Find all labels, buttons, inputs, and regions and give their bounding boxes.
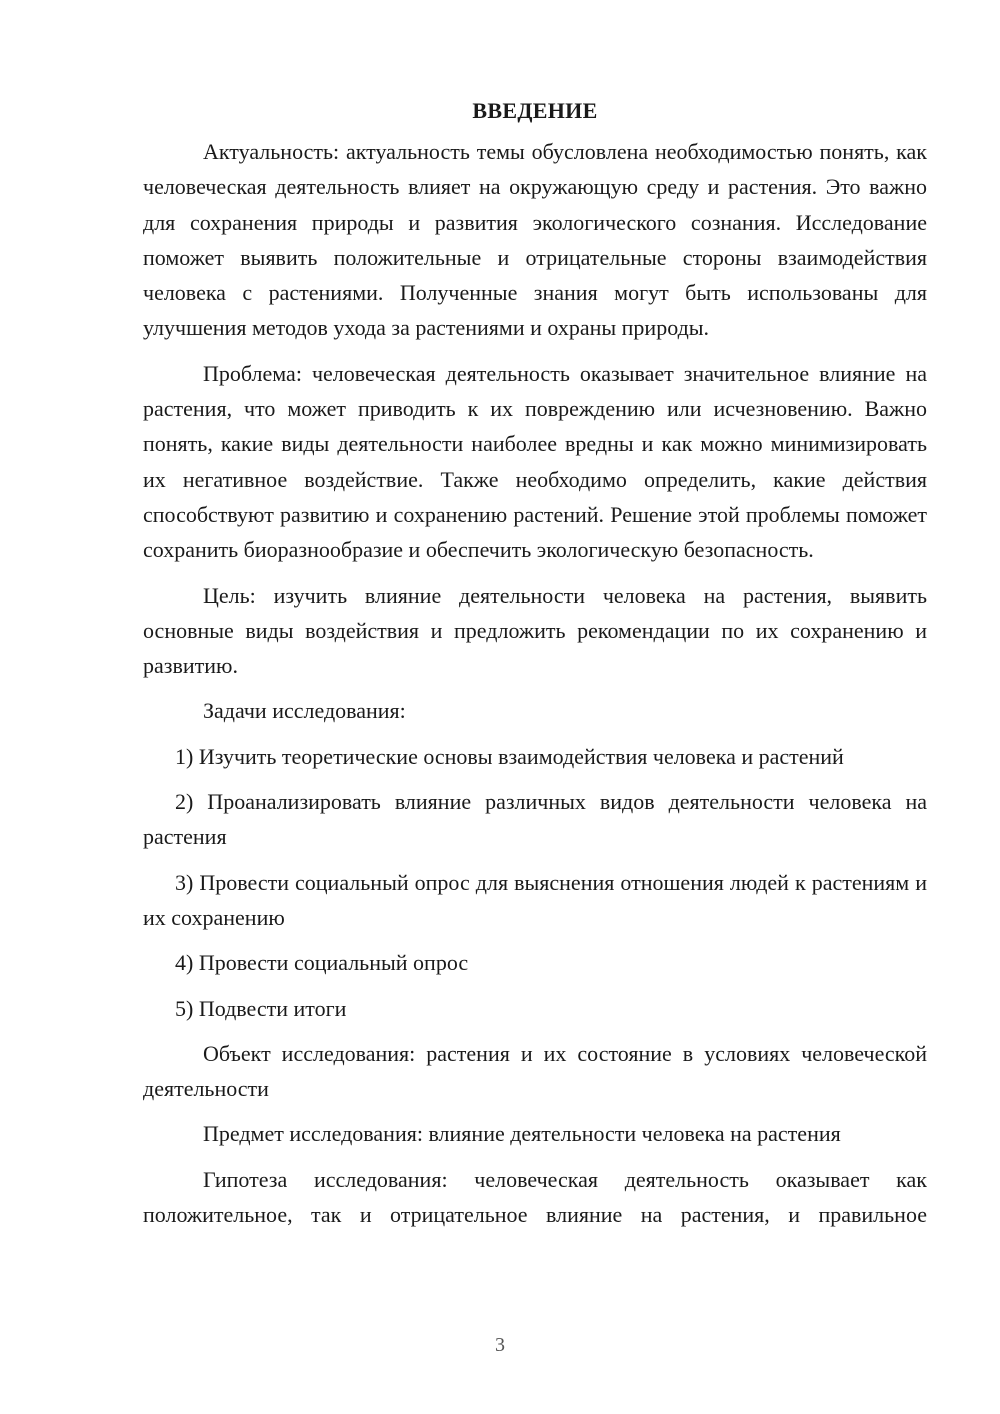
- list-item: 3) Провести социальный опрос для выяснения отношения людей к растениям и их сохранению: [143, 869, 927, 930]
- section-title: ВВЕДЕНИЕ: [472, 98, 598, 123]
- tasks-heading: Задачи исследования:: [203, 698, 406, 724]
- document-page: [143, 96, 927, 1242]
- paragraph-goal: Цель: изучить влияние деятельности человека на растения, выявить основные виды воздействия и предложить рекомендации по их сохранению и развитию.: [143, 582, 927, 679]
- list-item: 1) Изучить теоретические основы взаимодействия человека и растений: [175, 743, 844, 769]
- page-number: 3: [495, 1334, 505, 1356]
- paragraph-object: Объект исследования: растения и их состояние в условиях человеческой деятельности: [143, 1040, 927, 1102]
- paragraph-subject: Предмет исследования: влияние деятельности человека на растения: [203, 1121, 841, 1147]
- paragraph-hypothesis: Гипотеза исследования: человеческая деятельность оказывает как положительное, так и отрицательное влияние на растения, и правильное: [143, 1166, 927, 1228]
- list-item: 4) Провести социальный опрос: [175, 950, 469, 976]
- list-item: 5) Подвести итоги: [175, 995, 347, 1021]
- paragraph-relevance: Актуальность: актуальность темы обусловлена необходимостью понять, как человеческая деятельность влияет на окружающую среду и растения. Это важно для сохранения природы и развития экологического сознания. Исследование поможет выявить положительные и отрицательные стороны взаимодействия человека с растениями. Полученные знания могут быть использованы для улучшения методов ухода за растениями и охраны природы.: [143, 139, 927, 341]
- list-item: 2) Проанализировать влияние различных видов деятельности человека на растения: [143, 789, 927, 850]
- paragraph-problem: Проблема: человеческая деятельность оказывает значительное влияние на растения, что может приводить к их повреждению или исчезновению. Важно понять, какие виды деятельности наиболее вредны и как можно минимизировать их негативное воздействие. Также необходимо определить, какие действия способствуют развитию и сохранению растений. Решение этой проблемы поможет сохранить биоразнообразие и обеспечить экологическую безопасность.: [143, 360, 927, 563]
- tasks-list: [143, 739, 927, 1026]
